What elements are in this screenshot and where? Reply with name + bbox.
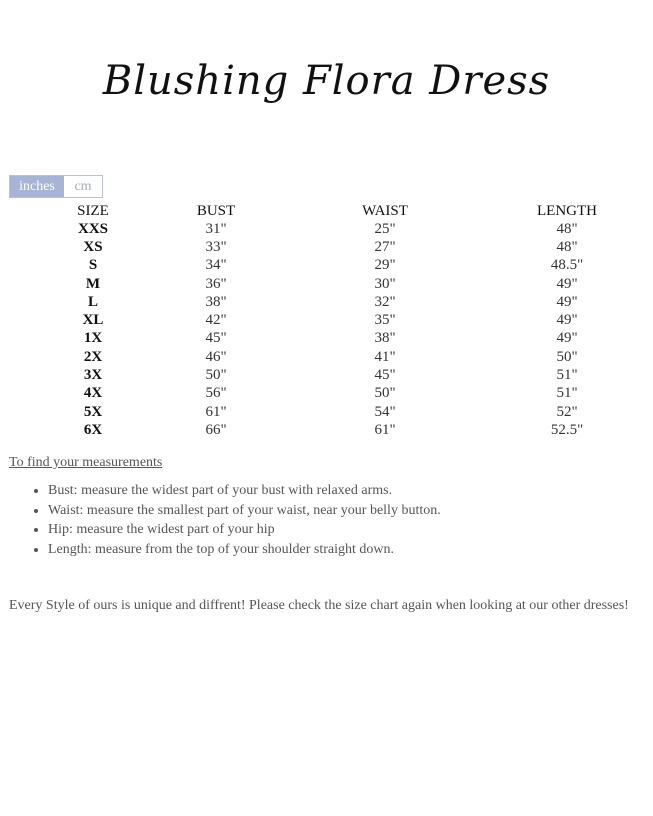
table-row	[40, 421, 650, 439]
length-cell: 49"	[556, 275, 578, 292]
bust-cell: 34"	[205, 257, 227, 274]
size-cell: 5X	[83, 403, 103, 420]
size-cell: M	[85, 275, 101, 292]
waist-cell: 61"	[374, 421, 396, 438]
bust-cell: 45"	[205, 330, 227, 347]
table-row	[40, 385, 650, 403]
waist-cell: 25"	[374, 220, 396, 237]
size-cell: 3X	[83, 367, 103, 384]
length-cell: 51"	[556, 367, 578, 384]
bust-cell: 31"	[205, 220, 227, 237]
header-length: LENGTH	[537, 202, 597, 219]
unit-toggle	[9, 175, 103, 198]
waist-cell: 41"	[374, 348, 396, 365]
table-row	[40, 403, 650, 421]
size-chart-table	[40, 202, 650, 440]
unit-cm-button[interactable]: cm	[64, 176, 102, 197]
waist-cell: 32"	[374, 293, 396, 310]
waist-cell: 30"	[374, 275, 396, 292]
list-item: • Hip: measure the widest part of your hip	[48, 520, 441, 540]
header-bust: BUST	[196, 202, 236, 219]
list-item: • Bust: measure the widest part of your bust with relaxed arms.	[48, 481, 441, 501]
list-item: • Waist: measure the smallest part of your waist, near your belly button.	[48, 501, 441, 521]
waist-cell: 45"	[374, 367, 396, 384]
bust-cell: 66"	[205, 421, 227, 438]
length-cell: 48.5"	[550, 257, 584, 274]
size-cell: 2X	[83, 348, 103, 365]
table-row	[40, 257, 650, 275]
waist-cell: 27"	[374, 238, 396, 255]
length-cell: 49"	[556, 293, 578, 310]
measurement-tips-list	[28, 481, 441, 559]
bust-cell: 46"	[205, 348, 227, 365]
bust-cell: 50"	[205, 367, 227, 384]
waist-cell: 54"	[374, 403, 396, 420]
length-cell: 52.5"	[550, 421, 584, 438]
header-size: SIZE	[77, 202, 109, 219]
table-header-row	[40, 202, 650, 220]
list-item: • Length: measure from the top of your shoulder straight down.	[48, 540, 441, 560]
style-note: Every Style of ours is unique and diffrent! Please check the size chart again when looking at our other dresses!	[9, 598, 629, 613]
length-cell: 48"	[556, 220, 578, 237]
table-row	[40, 275, 650, 293]
length-cell: 52"	[556, 403, 578, 420]
size-cell: L	[87, 293, 98, 310]
length-cell: 50"	[556, 348, 578, 365]
length-cell: 49"	[556, 330, 578, 347]
table-row	[40, 238, 650, 256]
table-row	[40, 311, 650, 329]
bust-cell: 56"	[205, 385, 227, 402]
waist-cell: 38"	[374, 330, 396, 347]
size-cell: 4X	[83, 385, 103, 402]
size-cell: XXS	[77, 220, 108, 237]
table-row	[40, 220, 650, 238]
table-row	[40, 348, 650, 366]
bust-cell: 42"	[205, 312, 227, 329]
table-row	[40, 366, 650, 384]
size-cell: XS	[83, 238, 103, 255]
table-row	[40, 330, 650, 348]
waist-cell: 29"	[374, 257, 396, 274]
bust-cell: 38"	[205, 293, 227, 310]
header-waist: WAIST	[362, 202, 408, 219]
length-cell: 48"	[556, 238, 578, 255]
bust-cell: 36"	[205, 275, 227, 292]
bust-cell: 61"	[205, 403, 227, 420]
waist-cell: 35"	[374, 312, 396, 329]
unit-inches-button[interactable]: inches	[10, 176, 64, 197]
table-row	[40, 293, 650, 311]
size-cell: XL	[82, 312, 104, 329]
bust-cell: 33"	[205, 238, 227, 255]
size-cell: 1X	[83, 330, 103, 347]
size-cell: 6X	[83, 421, 103, 438]
length-cell: 51"	[556, 385, 578, 402]
size-cell: S	[88, 257, 98, 274]
page-title: Blushing Flora Dress	[102, 58, 551, 104]
measurements-link[interactable]: To find your measurements	[9, 455, 163, 470]
waist-cell: 50"	[374, 385, 396, 402]
length-cell: 49"	[556, 312, 578, 329]
